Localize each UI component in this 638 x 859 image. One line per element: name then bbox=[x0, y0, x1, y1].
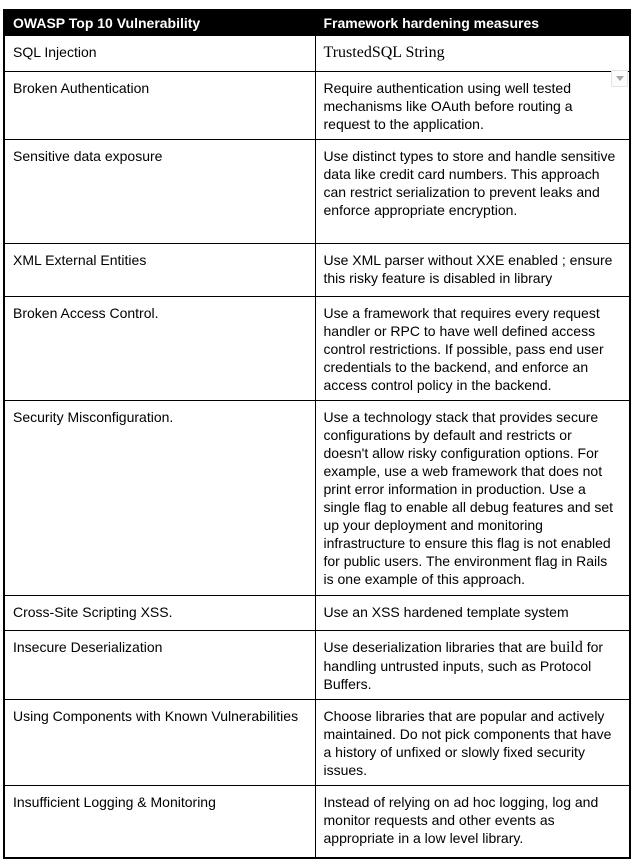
header-vulnerability-column: OWASP Top 10 Vulnerability bbox=[4, 10, 315, 36]
dropdown-triangle-icon bbox=[616, 76, 624, 81]
table-row bbox=[4, 700, 630, 786]
vulnerability-cell: Security Misconfiguration. bbox=[4, 401, 315, 596]
measure-cell bbox=[315, 244, 630, 297]
table-row bbox=[4, 244, 630, 297]
vulnerability-cell: XML External Entities bbox=[4, 244, 315, 297]
measure-cell bbox=[315, 786, 630, 858]
serif-text-run: build bbox=[549, 639, 583, 656]
owasp-hardening-table bbox=[3, 9, 631, 859]
table-row bbox=[4, 596, 630, 631]
text-run: Use distinct types to store and handle sensitive data like credit card numbers. This approach can restrict serialization to prevent leaks and enforce appropriate encryption. bbox=[323, 148, 616, 218]
table-row bbox=[4, 140, 630, 244]
vulnerability-cell: Insufficient Logging & Monitoring bbox=[4, 786, 315, 858]
vulnerability-cell: Insecure Deserialization bbox=[4, 631, 315, 700]
serif-text-run: TrustedSQL String bbox=[323, 44, 445, 61]
table-row bbox=[4, 297, 630, 401]
measure-cell bbox=[315, 36, 630, 72]
measure-cell bbox=[315, 72, 630, 140]
vulnerability-cell: Sensitive data exposure bbox=[4, 140, 315, 244]
vulnerability-cell: Cross-Site Scripting XSS. bbox=[4, 596, 315, 631]
table-row bbox=[4, 401, 630, 596]
text-run: Use a framework that requires every request handler or RPC to have well defined access control restrictions. If possible, pass end user credentials to the backend, and enforce an access control policy in the backend. bbox=[323, 305, 604, 393]
text-run: Require authentication using well tested mechanisms like OAuth before routing a request to the application. bbox=[323, 80, 573, 132]
header-row bbox=[4, 10, 630, 36]
table-header bbox=[4, 10, 630, 36]
measure-cell bbox=[315, 297, 630, 401]
text-run: Use a technology stack that provides secure configurations by default and restricts or doesn't allow risky configuration options. For example, use a web framework that does not print error information in production. Use a single flag to enable all debug features and set up your deployment and monitoring infrastructure to ensure this flag is not enabled for public users. The environment flag in Rails is one example of this approach. bbox=[323, 409, 614, 587]
text-run: Use deserialization libraries that are bbox=[323, 639, 550, 655]
text-run: Instead of relying on ad hoc logging, log and monitor requests and other events as appropriate in a low level library. bbox=[323, 794, 599, 846]
table-row bbox=[4, 786, 630, 858]
measure-cell bbox=[315, 140, 630, 244]
measure-cell bbox=[315, 596, 630, 631]
text-run: Use an XSS hardened template system bbox=[323, 604, 569, 620]
measure-cell bbox=[315, 631, 630, 700]
text-run: for handling untrusted inputs, such as Protocol Buffers. bbox=[323, 639, 604, 692]
vulnerability-cell: Using Components with Known Vulnerabilities bbox=[4, 700, 315, 786]
table-row bbox=[4, 631, 630, 700]
text-run: Choose libraries that are popular and actively maintained. Do not pick components that have a history of unfixed or slowly fixed security issues. bbox=[323, 708, 612, 778]
table-body bbox=[4, 36, 630, 858]
header-measures-column: Framework hardening measures bbox=[315, 10, 630, 36]
measure-cell bbox=[315, 401, 630, 596]
vulnerability-cell: SQL Injection bbox=[4, 36, 315, 72]
collapsed-comment-dropdown-icon[interactable] bbox=[611, 70, 628, 87]
vulnerability-cell: Broken Authentication bbox=[4, 72, 315, 140]
table-row bbox=[4, 36, 630, 72]
measure-cell bbox=[315, 700, 630, 786]
vulnerability-cell: Broken Access Control. bbox=[4, 297, 315, 401]
text-run: Use XML parser without XXE enabled ; ensure this risky feature is disabled in library bbox=[323, 252, 613, 286]
table-row bbox=[4, 72, 630, 140]
